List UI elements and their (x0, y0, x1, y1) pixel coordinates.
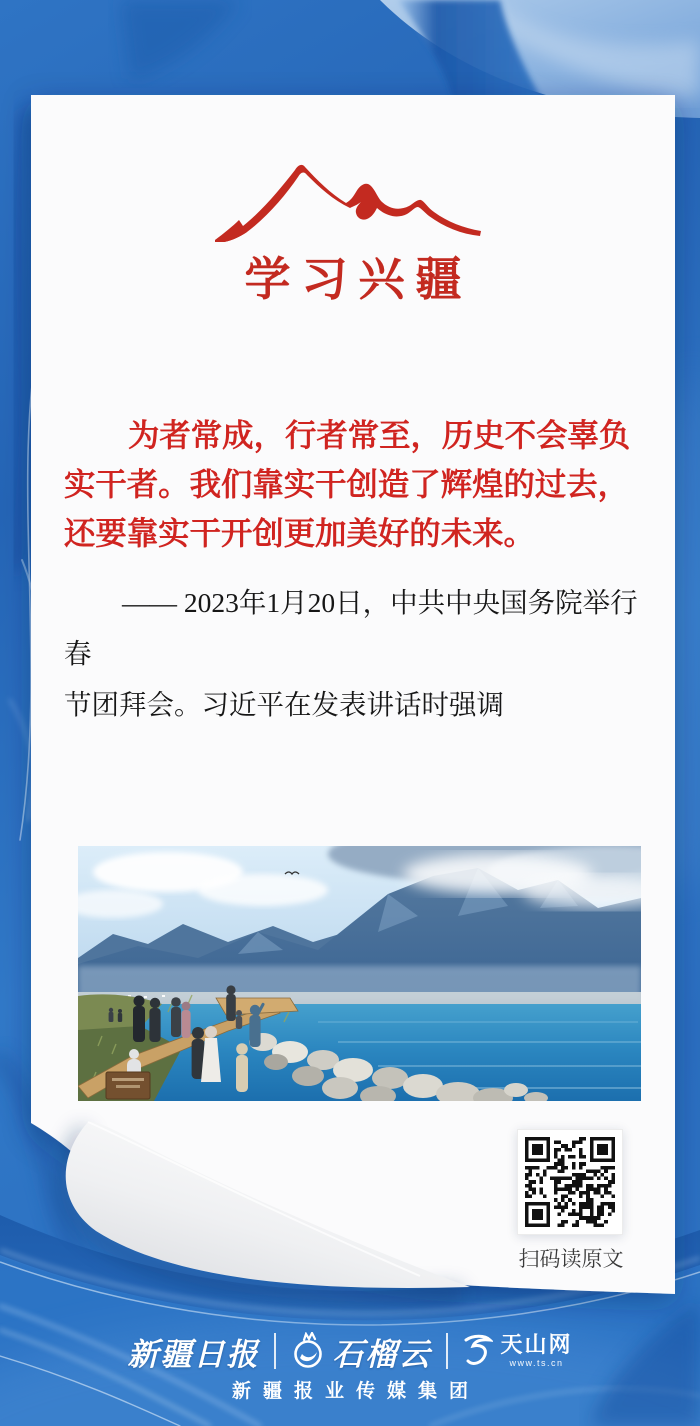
tianshan-net-url: www.ts.cn (509, 1358, 564, 1368)
brand-divider (446, 1333, 448, 1369)
footer-brands (0, 1328, 700, 1374)
scenic-lake-photo (78, 846, 641, 1101)
qr-code (517, 1129, 623, 1235)
xinjiang-daily-logo: 新疆日报 (127, 1336, 260, 1372)
quote-line: 还要靠实干开创更加美好的未来。 (64, 516, 535, 551)
qr-caption: 扫码读原文 (518, 1248, 624, 1271)
quote-text (64, 411, 638, 558)
quote-line: 实干者。我们靠实干创造了辉煌的过去， (64, 467, 630, 502)
quote-attribution (64, 577, 638, 730)
media-group-name: 新疆报业传媒集团 (231, 1381, 480, 1402)
tianshan-net-logo (463, 1332, 572, 1370)
quote-line: 为者常成，行者常至，历史不会辜负 (128, 418, 631, 453)
pomegranate-icon (291, 1332, 325, 1370)
tianshan-net-label: 天山网 (500, 1332, 573, 1357)
logo-title: 学习兴疆 (244, 254, 473, 305)
tianshan-swirl-icon (463, 1332, 493, 1370)
attribution-line: 节团拜会。习近平在发表讲话时强调 (64, 689, 504, 720)
attribution-line: —— 2023年1月20日，中共中央国务院举行春 (64, 587, 638, 669)
shiliu-cloud-label: 石榴云 (332, 1336, 432, 1372)
brand-divider (274, 1333, 276, 1369)
sign (106, 1072, 150, 1099)
mountain-logo-icon (213, 150, 487, 242)
shiliu-cloud-logo (291, 1329, 431, 1374)
